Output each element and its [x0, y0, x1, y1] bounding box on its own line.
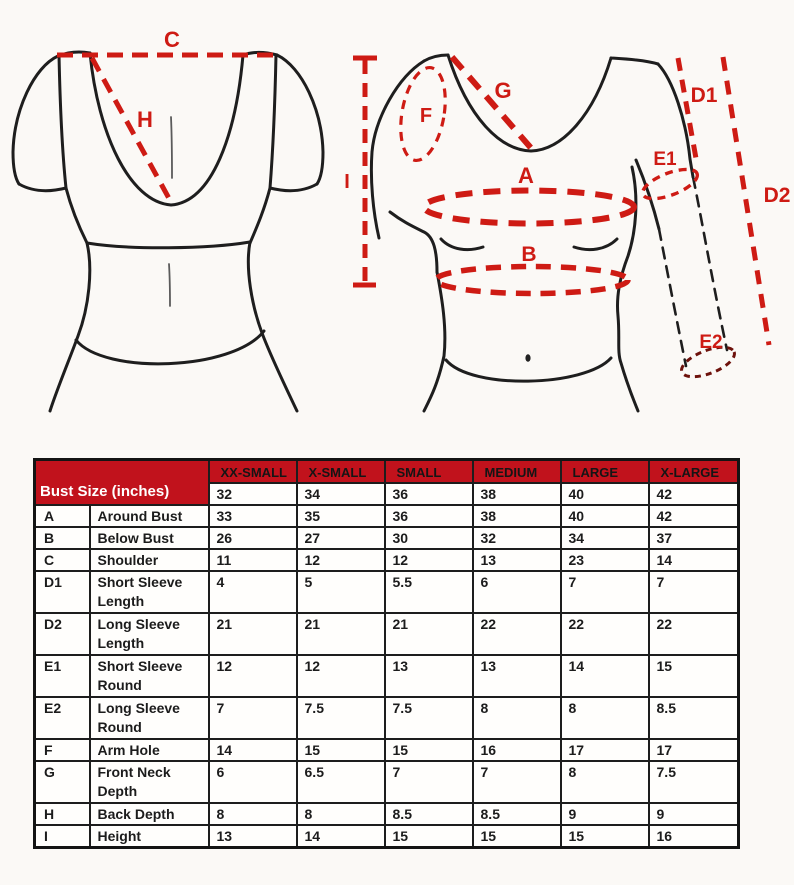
row-name: Long Sleeve Length — [90, 613, 209, 655]
cell-value: 13 — [385, 655, 473, 697]
bust-size-value: 42 — [649, 483, 739, 505]
navel-mark — [525, 354, 530, 362]
cell-value: 17 — [649, 739, 739, 761]
measure-label-g: G — [494, 78, 512, 103]
cell-value: 7 — [561, 571, 649, 613]
cell-value: 15 — [649, 655, 739, 697]
cell-value: 37 — [649, 527, 739, 549]
cell-value: 21 — [297, 613, 385, 655]
torso-right-line — [248, 242, 297, 411]
cell-value: 15 — [385, 825, 473, 848]
row-name: Long Sleeve Round — [90, 697, 209, 739]
row-code: I — [35, 825, 90, 848]
table-row-e2 — [35, 697, 739, 739]
table-row-g — [35, 761, 739, 803]
cell-value: 5 — [297, 571, 385, 613]
measure-label-h: H — [137, 107, 153, 132]
front-right-shoulder-top — [611, 58, 658, 64]
cell-value: 7 — [385, 761, 473, 803]
table-row-i — [35, 825, 739, 848]
measurement-table — [33, 458, 740, 849]
cell-value: 6 — [473, 571, 561, 613]
cell-value: 38 — [473, 505, 561, 527]
row-code: H — [35, 803, 90, 825]
cell-value: 8 — [561, 697, 649, 739]
size-chart-table-wrapper — [33, 458, 740, 849]
bust-size-value: 38 — [473, 483, 561, 505]
row-code: E2 — [35, 697, 90, 739]
row-code: B — [35, 527, 90, 549]
cell-value: 34 — [561, 527, 649, 549]
spine-line-upper — [171, 117, 172, 178]
cell-value: 42 — [649, 505, 739, 527]
spine-line-lower — [169, 264, 170, 306]
row-name: Height — [90, 825, 209, 848]
right-sleeve-hem — [270, 184, 317, 191]
row-name: Front Neck Depth — [90, 761, 209, 803]
cell-value: 14 — [209, 739, 297, 761]
size-header-small: SMALL — [385, 460, 473, 483]
cell-value: 26 — [209, 527, 297, 549]
cell-value: 14 — [297, 825, 385, 848]
table-row-e1 — [35, 655, 739, 697]
row-code: F — [35, 739, 90, 761]
cell-value: 7.5 — [649, 761, 739, 803]
cell-value: 13 — [209, 825, 297, 848]
measure-label-f: F — [419, 105, 433, 127]
size-header-x-large: X-LARGE — [649, 460, 739, 483]
cell-value: 8.5 — [385, 803, 473, 825]
cell-value: 9 — [561, 803, 649, 825]
table-row-d2 — [35, 613, 739, 655]
cell-value: 12 — [209, 655, 297, 697]
cell-value: 22 — [473, 613, 561, 655]
measure-label-b: B — [521, 243, 537, 266]
measure-label-d1: D1 — [690, 84, 718, 107]
cell-value: 12 — [385, 549, 473, 571]
table-row-b — [35, 527, 739, 549]
size-header-medium: MEDIUM — [473, 460, 561, 483]
cell-value: 8.5 — [473, 803, 561, 825]
table-row-h — [35, 803, 739, 825]
measure-ellipse-a — [424, 191, 634, 224]
cell-value: 15 — [385, 739, 473, 761]
cell-value: 14 — [561, 655, 649, 697]
cell-value: 8 — [561, 761, 649, 803]
row-code: A — [35, 505, 90, 527]
cell-value: 21 — [385, 613, 473, 655]
row-name: Short Sleeve Length — [90, 571, 209, 613]
front-left-torso — [424, 272, 445, 411]
table-row-d1 — [35, 571, 739, 613]
cell-value: 40 — [561, 505, 649, 527]
cell-value: 8 — [297, 803, 385, 825]
row-name: Below Bust — [90, 527, 209, 549]
cell-value: 8 — [209, 803, 297, 825]
bust-arc-right — [574, 239, 617, 250]
row-code: D1 — [35, 571, 90, 613]
cell-value: 15 — [473, 825, 561, 848]
cell-value: 7.5 — [385, 697, 473, 739]
cell-value: 11 — [209, 549, 297, 571]
left-sleeve-outline — [13, 56, 58, 184]
measure-label-c: C — [164, 27, 180, 52]
left-bodice-side — [66, 188, 87, 243]
row-code: C — [35, 549, 90, 571]
long-sleeve-left-edge — [659, 229, 686, 366]
row-name: Arm Hole — [90, 739, 209, 761]
cell-value: 33 — [209, 505, 297, 527]
cell-value: 35 — [297, 505, 385, 527]
back-neck-scoop — [90, 53, 243, 205]
cell-value: 15 — [561, 825, 649, 848]
long-sleeve-right-edge — [693, 177, 727, 350]
size-header-x-small: X-SMALL — [297, 460, 385, 483]
cell-value: 7.5 — [297, 697, 385, 739]
row-name: Shoulder — [90, 549, 209, 571]
cell-value: 8 — [473, 697, 561, 739]
front-left-shoulder-top — [424, 55, 448, 61]
right-sleeve-outline — [277, 55, 323, 184]
cell-value: 12 — [297, 549, 385, 571]
cell-value: 12 — [297, 655, 385, 697]
cell-value: 16 — [473, 739, 561, 761]
cell-value: 30 — [385, 527, 473, 549]
cell-value: 36 — [385, 505, 473, 527]
cell-value: 9 — [649, 803, 739, 825]
cell-value: 15 — [297, 739, 385, 761]
cell-value: 7 — [649, 571, 739, 613]
cell-value: 7 — [473, 761, 561, 803]
right-arm-inner-edge — [636, 160, 659, 229]
cell-value: 6.5 — [297, 761, 385, 803]
torso-left-line — [50, 243, 90, 411]
hip-curve — [76, 331, 264, 364]
measure-label-d2: D2 — [763, 184, 791, 207]
row-code: G — [35, 761, 90, 803]
row-code: D2 — [35, 613, 90, 655]
left-armhole-seam — [59, 55, 66, 188]
front-left-arm-outline — [371, 61, 424, 238]
cell-value: 6 — [209, 761, 297, 803]
row-code: E1 — [35, 655, 90, 697]
cell-value: 5.5 — [385, 571, 473, 613]
cell-value: 13 — [473, 549, 561, 571]
garment-hem — [87, 242, 250, 248]
cell-value: 27 — [297, 527, 385, 549]
measure-label-e2: E2 — [699, 332, 723, 353]
garment-back-view-drawing — [13, 52, 323, 411]
bust-size-value: 34 — [297, 483, 385, 505]
row-name: Short Sleeve Round — [90, 655, 209, 697]
front-neck-scoop — [448, 55, 611, 151]
cell-value: 7 — [209, 697, 297, 739]
cell-value: 4 — [209, 571, 297, 613]
bust-arc-left — [441, 239, 483, 250]
cell-value: 22 — [649, 613, 739, 655]
table-row-f — [35, 739, 739, 761]
cell-value: 17 — [561, 739, 649, 761]
row-name: Back Depth — [90, 803, 209, 825]
cell-value: 21 — [209, 613, 297, 655]
left-sleeve-hem — [19, 184, 66, 191]
measure-ellipse-b — [436, 267, 628, 294]
table-row-a — [35, 505, 739, 527]
cell-value: 14 — [649, 549, 739, 571]
cell-value: 16 — [649, 825, 739, 848]
cell-value: 32 — [473, 527, 561, 549]
right-armhole-seam — [270, 55, 276, 188]
front-left-underarm — [390, 212, 437, 272]
measure-label-e1: E1 — [653, 149, 677, 170]
size-table-body — [35, 460, 739, 848]
corner-label: Bust Size (inches) — [35, 460, 209, 505]
size-header-xx-small: XX-SMALL — [209, 460, 297, 483]
cell-value: 13 — [473, 655, 561, 697]
bust-size-value: 40 — [561, 483, 649, 505]
cell-value: 22 — [561, 613, 649, 655]
measure-line-d2 — [723, 57, 769, 345]
measure-label-i: I — [344, 171, 350, 193]
size-header-large: LARGE — [561, 460, 649, 483]
size-header-row — [35, 460, 739, 483]
table-row-c — [35, 549, 739, 571]
measure-label-a: A — [518, 163, 534, 188]
bust-size-value: 36 — [385, 483, 473, 505]
right-bodice-side — [250, 188, 270, 243]
cell-value: 23 — [561, 549, 649, 571]
cell-value: 8.5 — [649, 697, 739, 739]
bust-size-value: 32 — [209, 483, 297, 505]
back-view-measures — [57, 55, 280, 202]
row-name: Around Bust — [90, 505, 209, 527]
